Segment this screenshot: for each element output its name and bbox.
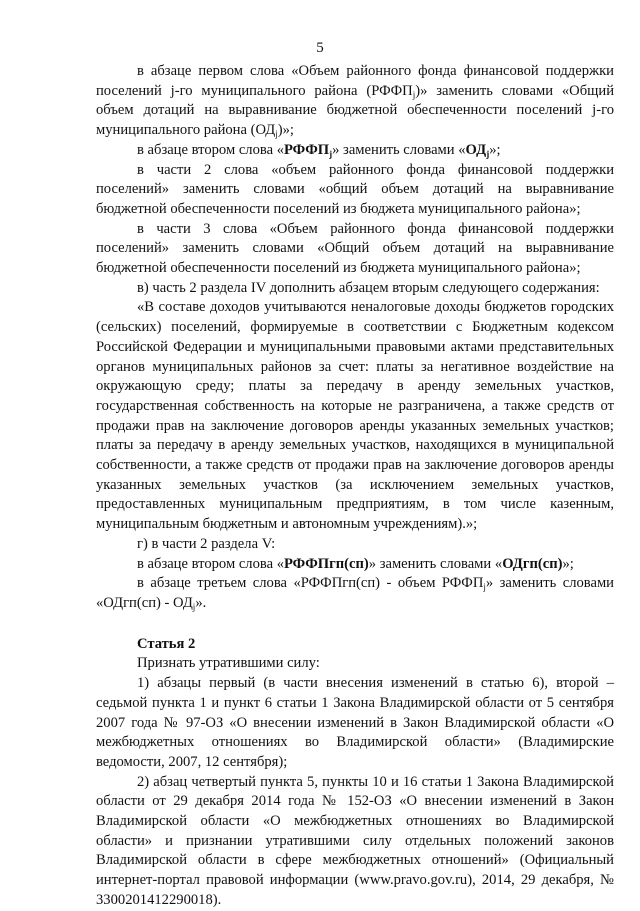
text-run: РФФП [284,141,330,158]
text-run: в абзаце третьем слова «РФФПгп(сп) - объем РФФП [137,575,484,592]
text-run: в абзаце втором слова « [137,141,285,158]
subscript-index: j [192,601,196,612]
text-run: в части 2 слова «объем районного фонда финансовой поддержки поселений» заменить словами «общий объем дотаций на выравнивание бюджетной обеспеченности поселений из бюджета муниципального района»; [96,161,614,217]
paragraph-p1 [96,62,614,141]
text-run: в) часть 2 раздела IV дополнить абзацем вторым следующего содержания: [137,279,600,296]
text-run: » заменить словами « [332,141,466,158]
text-run: » заменить словами «ОДгп(сп) - ОД [96,575,614,611]
text-run: в части 3 слова «Объем районного фонда финансовой поддержки поселений» заменить словами «Общий объем дотаций на выравнивание бюджетной обеспеченности поселений из бюджета муниципального района»; [96,220,614,277]
amendments-section [96,62,614,614]
page-number: 5 [316,40,324,56]
text-run: РФФПгп(сп) [284,555,369,572]
paragraph-q1 [96,654,614,674]
text-run: «В составе доходов учитываются неналоговые доходы бюджетов городских (сельских) поселений, формируемые в соответствии с Бюджетным кодексом Российской Федерации и муниципальными правовыми актами представительных органов муниципальных районов за счет: платы за негативное воздействие на окружающую среду; платы за передачу в аренду земельных участков, государственная собственность на которые не разграничена, а также средств от продажи прав на заключение договоров аренды указанных земельных участков; платы за передачу в аренду земельных участков, находящихся в муниципальной собственности, а также средств от продажи прав на заключение договоров аренды указанных земельных участков (за исключением земельных участков, предоставленных муниципальным предприятиям, в том числе казенным, муниципальным бюджетным и автономным учреждениям).»; [96,299,614,533]
document-body [96,62,614,911]
paragraph-p3 [96,161,614,220]
paragraph-q2 [96,674,614,773]
text-run: ». [195,594,207,611]
text-run: »; [562,555,574,572]
subscript-index: j [329,148,333,159]
text-run: 1) абзацы первый (в части внесения изменений в статью 6), второй – седьмой пункта 1 и пункт 6 статьи 1 Закона Владимирской области от 5 сентября 2007 года № 97-ОЗ «О внесении изменений в Закон Владимирской области «О межбюджетных отношениях во Владимирской области» (Владимирские ведомости, 2007, 12 сентября); [96,675,614,770]
paragraph-p9 [96,574,614,613]
text-run: в абзаце втором слова « [137,555,285,572]
paragraph-p5 [96,279,614,299]
text-run: )» заменить словами «Общий объем дотаций на выравнивание бюджетной обеспеченности поселений j-го муниципального района (ОД [96,82,614,139]
paragraph-p6 [96,298,614,534]
text-run: 2) абзац четвертый пункта 5, пункты 10 и 16 статьи 1 Закона Владимирской области от 29 декабря 2014 года № 152-ОЗ «О внесении изменений в Закон Владимирской области «О межбюджетных отношениях во Владимирской области» и признании утратившими силу отдельных положений законов Владимирской области в сфере межбюджетных отношений» (Официальный интернет-портал правовой информации (www.pravo.gov.ru), 2014, 29 декабря, № 3300201412290018). [96,773,614,908]
subscript-index: j [412,89,416,100]
article-heading: Статья 2 [137,635,196,652]
subscript-index: j [483,582,486,593]
text-run: ОД [465,141,487,158]
paragraph-p2 [96,141,614,161]
repeal-section [96,654,614,910]
subscript-index: j [486,148,490,159]
text-run: в абзаце первом слова «Объем районного фонда финансовой поддержки поселений j-го муниципального района (РФФП [96,63,614,99]
text-run: Признать утратившими силу: [137,655,320,672]
paragraph-p7 [96,535,614,555]
text-run: ОДгп(сп) [502,555,563,572]
subscript-index: j [275,129,278,140]
text-run: )»; [277,122,294,139]
paragraph-p8 [96,555,614,575]
text-run: г) в части 2 раздела V: [137,535,276,552]
text-run: »; [489,141,501,158]
paragraph-q3 [96,773,614,911]
text-run: » заменить словами « [368,555,503,572]
paragraph-p4 [96,220,614,279]
